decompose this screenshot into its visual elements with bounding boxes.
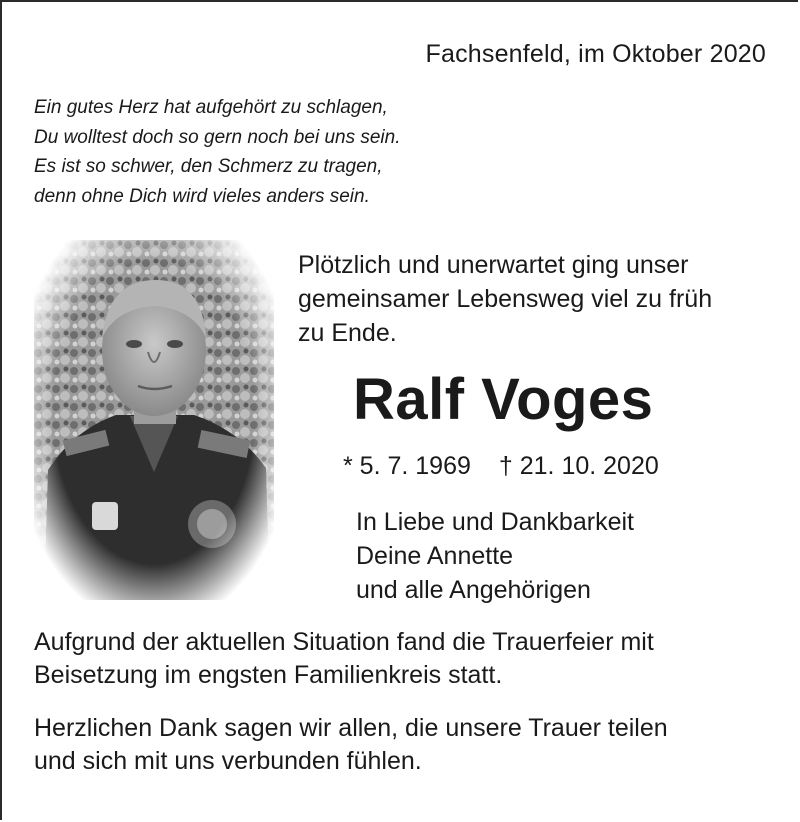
notice-line: Beisetzung im engsten Familienkreis statt. — [34, 661, 503, 689]
birth-date: * 5. 7. 1969 — [343, 452, 471, 480]
funeral-notice — [34, 626, 654, 692]
signatory-line: und alle Angehörigen — [356, 576, 591, 604]
death-date: † 21. 10. 2020 — [498, 452, 659, 480]
intro-text — [298, 248, 712, 350]
poem-line: Ein gutes Herz hat aufgehört zu schlagen, — [34, 97, 388, 118]
portrait-photo — [34, 240, 274, 600]
intro-line: gemeinsamer Lebensweg viel zu früh — [298, 285, 713, 313]
thanks-line: und sich mit uns verbunden fühlen. — [34, 747, 422, 775]
deceased-name: Ralf Voges — [353, 367, 654, 432]
thanks-line: Herzlichen Dank sagen wir allen, die unsere Trauer teilen — [34, 714, 668, 742]
intro-line: zu Ende. — [298, 319, 397, 347]
signatory-line: Deine Annette — [356, 542, 514, 570]
signatories — [356, 505, 634, 607]
notice-line: Aufgrund der aktuellen Situation fand die Trauerfeier mit — [34, 628, 654, 656]
poem-line: denn ohne Dich wird vieles anders sein. — [34, 185, 370, 207]
life-dates — [343, 452, 659, 481]
poem-line: Du wolltest doch so gern noch bei uns sein. — [34, 126, 401, 148]
poem — [34, 93, 401, 211]
signatory-line: In Liebe und Dankbarkeit — [356, 508, 634, 536]
poem-line: Es ist so schwer, den Schmerz zu tragen, — [34, 156, 383, 177]
thanks-text — [34, 712, 668, 778]
place-and-date: Fachsenfeld, im Oktober 2020 — [425, 40, 766, 68]
intro-line: Plötzlich und unerwartet ging unser — [298, 251, 689, 279]
